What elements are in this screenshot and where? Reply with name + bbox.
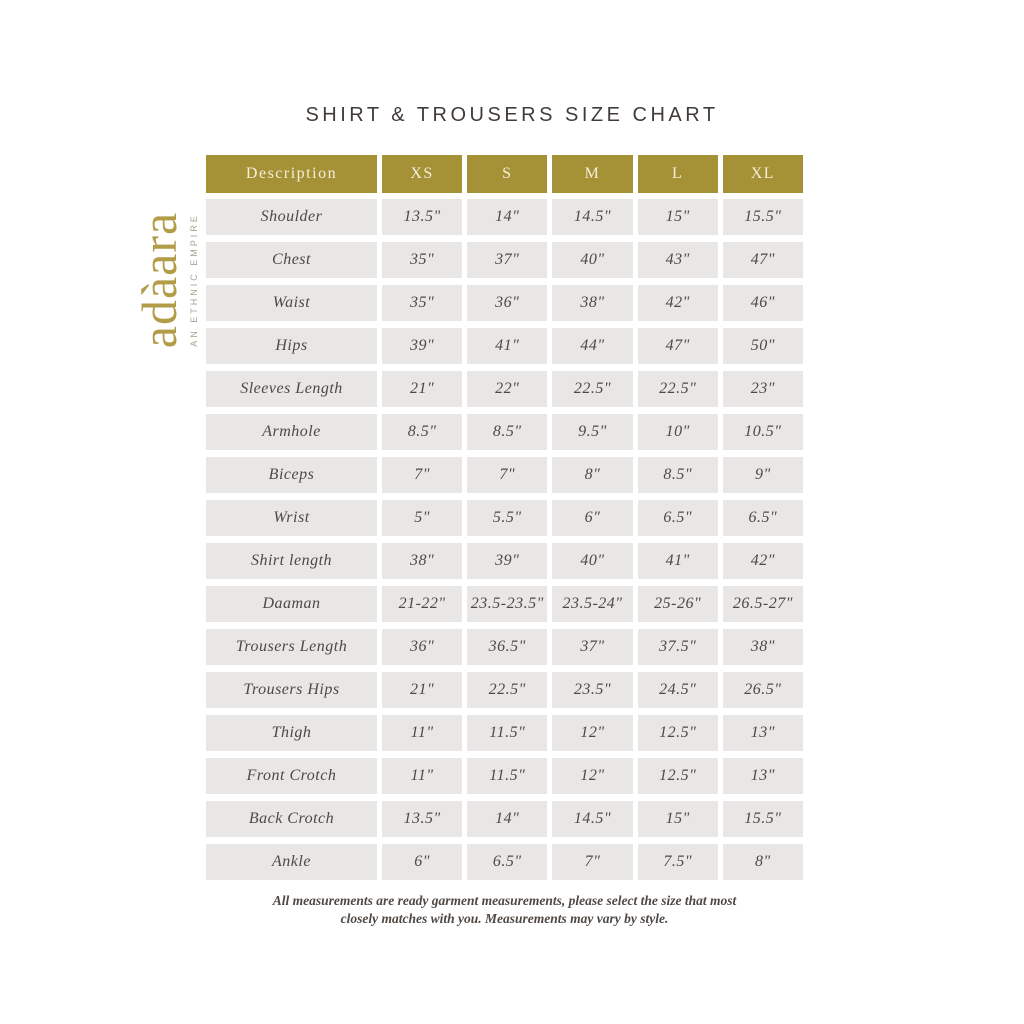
value-cell: 43" [638,242,718,278]
header-cell: M [552,155,632,193]
header-cell: S [467,155,547,193]
footer-note-line-2: closely matches with you. Measurements may vary by style. [340,911,669,927]
value-cell: 37" [552,629,632,665]
value-cell: 25-26" [638,586,718,622]
value-cell: 14.5" [552,199,632,235]
header-cell: XL [723,155,803,193]
value-cell: 12.5" [638,715,718,751]
brand-logo [131,180,214,380]
value-cell: 23.5-23.5" [467,586,547,622]
table-row [206,715,803,751]
value-cell: 26.5" [723,672,803,708]
value-cell: 9.5" [552,414,632,450]
value-cell: 8.5" [467,414,547,450]
table-row [206,371,803,407]
value-cell: 6.5" [638,500,718,536]
value-cell: 21-22" [382,586,462,622]
row-label-cell: Front Crotch [206,758,377,794]
brand-name: adàara [131,211,187,349]
brand-logo-rotated-block [131,180,214,380]
value-cell: 47" [638,328,718,364]
value-cell: 10" [638,414,718,450]
row-label-cell: Shoulder [206,199,377,235]
row-label-cell: Trousers Length [206,629,377,665]
value-cell: 6" [552,500,632,536]
value-cell: 22.5" [552,371,632,407]
value-cell: 22.5" [467,672,547,708]
row-label-cell: Thigh [206,715,377,751]
value-cell: 11" [382,758,462,794]
value-cell: 15" [638,801,718,837]
value-cell: 47" [723,242,803,278]
header-cell: Description [206,155,377,193]
value-cell: 41" [467,328,547,364]
value-cell: 36" [467,285,547,321]
table-row [206,672,803,708]
value-cell: 37" [467,242,547,278]
value-cell: 22" [467,371,547,407]
row-label-cell: Wrist [206,500,377,536]
value-cell: 44" [552,328,632,364]
value-cell: 9" [723,457,803,493]
value-cell: 38" [382,543,462,579]
value-cell: 46" [723,285,803,321]
page-title: SHIRT & TROUSERS SIZE CHART [305,104,719,126]
value-cell: 38" [552,285,632,321]
table-row [206,801,803,837]
table-row [206,629,803,665]
value-cell: 8.5" [638,457,718,493]
table-row [206,543,803,579]
value-cell: 8" [552,457,632,493]
value-cell: 5.5" [467,500,547,536]
table-row [206,414,803,450]
value-cell: 41" [638,543,718,579]
row-label-cell: Chest [206,242,377,278]
value-cell: 37.5" [638,629,718,665]
header-cell: XS [382,155,462,193]
value-cell: 10.5" [723,414,803,450]
value-cell: 42" [638,285,718,321]
header-cell: L [638,155,718,193]
table-row [206,328,803,364]
row-label-cell: Back Crotch [206,801,377,837]
value-cell: 12" [552,758,632,794]
value-cell: 11.5" [467,715,547,751]
row-label-cell: Biceps [206,457,377,493]
row-label-cell: Ankle [206,844,377,880]
value-cell: 15" [638,199,718,235]
table-row [206,758,803,794]
value-cell: 12" [552,715,632,751]
value-cell: 23.5-24" [552,586,632,622]
value-cell: 13" [723,715,803,751]
value-cell: 12.5" [638,758,718,794]
value-cell: 7.5" [638,844,718,880]
value-cell: 8.5" [382,414,462,450]
value-cell: 8" [723,844,803,880]
value-cell: 14.5" [552,801,632,837]
value-cell: 7" [552,844,632,880]
value-cell: 36" [382,629,462,665]
value-cell: 24.5" [638,672,718,708]
value-cell: 23" [723,371,803,407]
value-cell: 7" [467,457,547,493]
table-row [206,242,803,278]
value-cell: 21" [382,371,462,407]
table-row [206,199,803,235]
value-cell: 50" [723,328,803,364]
value-cell: 6.5" [723,500,803,536]
value-cell: 26.5-27" [723,586,803,622]
value-cell: 42" [723,543,803,579]
table-header-row [206,155,803,193]
row-label-cell: Waist [206,285,377,321]
brand-tagline: AN ETHNIC EMPIRE [189,213,199,347]
value-cell: 6.5" [467,844,547,880]
table-row [206,586,803,622]
value-cell: 13" [723,758,803,794]
footer-note-line-1: All measurements are ready garment measurements, please select the size that most [272,893,737,908]
value-cell: 5" [382,500,462,536]
footer-note [206,892,803,928]
table-row [206,457,803,493]
row-label-cell: Armhole [206,414,377,450]
value-cell: 39" [382,328,462,364]
value-cell: 13.5" [382,199,462,235]
value-cell: 22.5" [638,371,718,407]
value-cell: 15.5" [723,801,803,837]
value-cell: 39" [467,543,547,579]
value-cell: 21" [382,672,462,708]
value-cell: 7" [382,457,462,493]
value-cell: 6" [382,844,462,880]
size-table [206,155,803,887]
value-cell: 11" [382,715,462,751]
row-label-cell: Hips [206,328,377,364]
value-cell: 35" [382,285,462,321]
table-row [206,844,803,880]
value-cell: 35" [382,242,462,278]
row-label-cell: Sleeves Length [206,371,377,407]
value-cell: 40" [552,242,632,278]
value-cell: 38" [723,629,803,665]
value-cell: 15.5" [723,199,803,235]
row-label-cell: Shirt length [206,543,377,579]
row-label-cell: Daaman [206,586,377,622]
value-cell: 23.5" [552,672,632,708]
value-cell: 14" [467,199,547,235]
table-row [206,285,803,321]
row-label-cell: Trousers Hips [206,672,377,708]
table-row [206,500,803,536]
value-cell: 11.5" [467,758,547,794]
value-cell: 14" [467,801,547,837]
value-cell: 40" [552,543,632,579]
value-cell: 13.5" [382,801,462,837]
value-cell: 36.5" [467,629,547,665]
